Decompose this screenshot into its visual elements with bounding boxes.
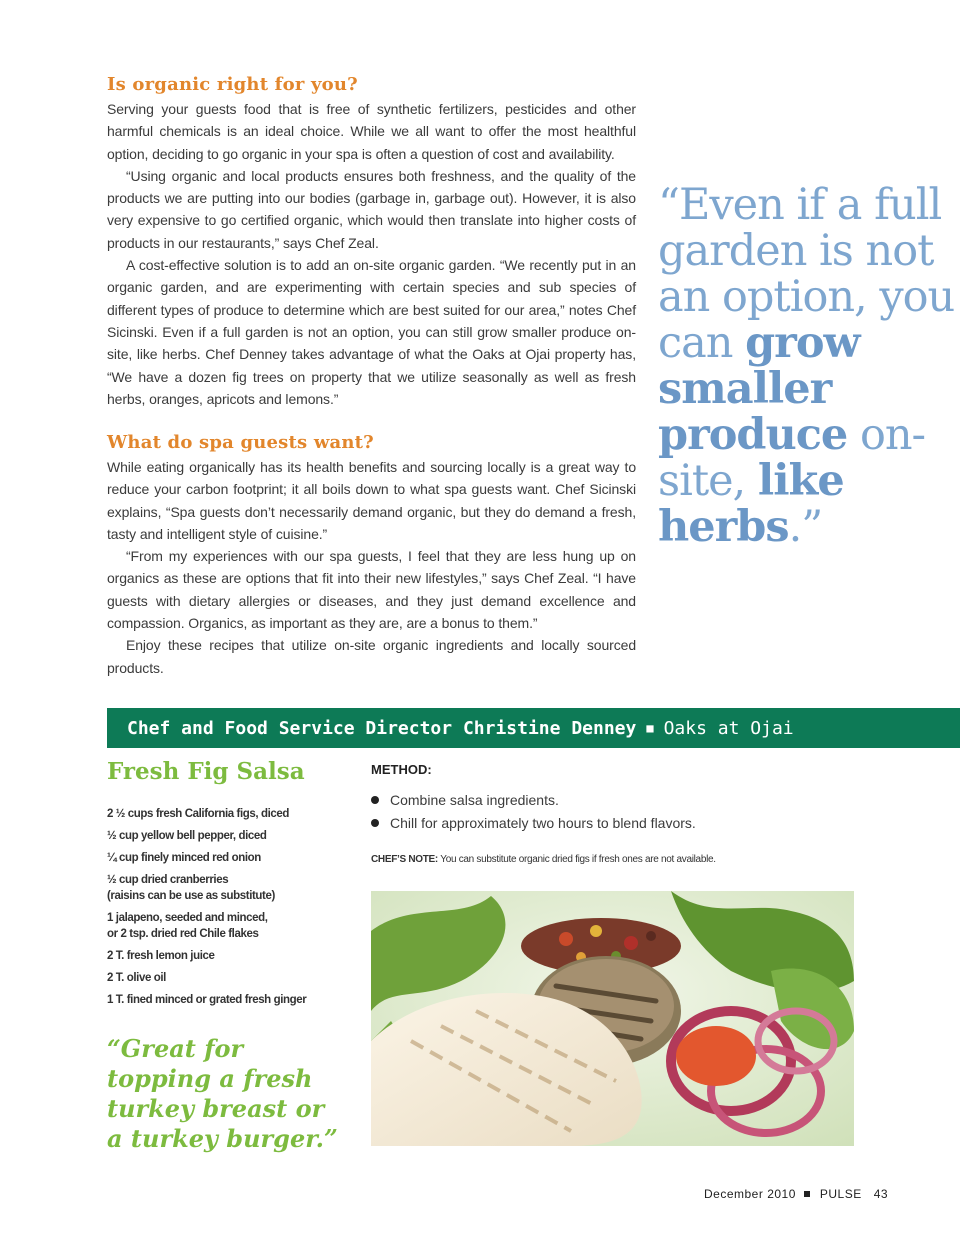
method-label: METHOD: xyxy=(371,762,432,777)
chefs-note-label: CHEF’S NOTE: xyxy=(371,854,438,865)
food-photo xyxy=(371,891,854,1146)
page-footer xyxy=(704,1187,888,1201)
recipe-quote: “Great for topping a fresh turkey breast or a turkey burger.” xyxy=(107,1034,338,1153)
pull-quote xyxy=(658,182,958,550)
method-step-text: Combine salsa ingredients. xyxy=(390,792,559,808)
banner-location: Oaks at Ojai xyxy=(663,717,794,739)
banner-chef-name: Chef and Food Service Director Christine Denney xyxy=(127,717,637,739)
footer-magazine: PULSE xyxy=(819,1187,862,1201)
chefs-note-text: You can substitute organic dried figs if fresh ones are not available. xyxy=(437,854,716,865)
chef-banner xyxy=(107,708,960,748)
pull-quote-light: “Even if a full garden is not an option, you can xyxy=(658,180,955,368)
article-section-1 xyxy=(107,98,636,410)
pull-quote-light: .” xyxy=(788,502,823,552)
bullet-icon xyxy=(371,796,379,804)
page-number: 43 xyxy=(873,1187,889,1201)
method-step-text: Chill for approximately two hours to blend flavors. xyxy=(390,814,696,831)
footer-separator-icon xyxy=(804,1191,810,1197)
paragraph: Enjoy these recipes that utilize on-site organic ingredients and locally sourced products. xyxy=(107,637,636,676)
footer-date: December 2010 xyxy=(704,1187,796,1201)
paragraph: Serving your guests food that is free of synthetic fertilizers, pesticides and other harmful chemicals is an ideal choice. While we all want to offer the most healthful option, deciding to go organic in your spa is often a question of cost and availability. xyxy=(107,101,636,162)
pull-quote-bold: like herbs xyxy=(658,456,844,552)
ingredient-item: ½ cup yellow bell pepper, diced xyxy=(107,830,267,842)
food-photo-illustration xyxy=(371,891,854,1146)
paragraph: “Using organic and local products ensures both freshness, and the quality of the products we are putting into our bodies (garbage in, garbage out). However, it is also very expensive to go certified organic, which would then translate into higher costs of products in our restaurants,” says Chef Zeal. xyxy=(107,167,636,251)
recipe-title: Fresh Fig Salsa xyxy=(107,758,305,785)
ingredient-item: 2 T. fresh lemon juice xyxy=(107,950,215,962)
paragraph: While eating organically has its health benefits and sourcing locally is a great way to reduce your carbon footprint; it all boils down to what spa guests want. Chef Sicinski explains, “Spa guests don’t necessarily demand organic, but they do demand a fresh, tasty and intelligent style of cuisine.” xyxy=(107,459,636,542)
chefs-note xyxy=(371,854,716,865)
ingredient-item: ¼ cup finely minced red onion xyxy=(107,852,261,864)
method-step xyxy=(371,789,696,812)
ingredient-item: 2 T. olive oil xyxy=(107,972,166,984)
banner-separator: ■ xyxy=(646,721,654,735)
paragraph: A cost-effective solution is to add an on-site organic garden. “We recently put in an organic garden, and are experimenting with certain species and sub species of different types of produce to determine which are best suited for our area,” notes Chef Sicinski. Even if a full garden is not an option, you can still grow smaller produce on-site, like herbs. Chef Denney takes advantage of what the Oaks at Ojai property has, “We have a dozen fig trees on property that we utilize seasonally as well as fresh herbs, oranges, apricots and lemons.” xyxy=(107,257,636,407)
pull-quote-bold: grow smaller produce xyxy=(658,318,860,460)
ingredient-item: 2 ½ cups fresh California figs, diced xyxy=(107,808,290,820)
section-heading-organic: Is organic right for you? xyxy=(107,74,358,95)
ingredient-item: 1 jalapeno, seeded and minced, or 2 tsp. dried red Chile flakes xyxy=(107,912,268,940)
ingredients-list xyxy=(107,806,357,1014)
ingredient-item: 1 T. fined minced or grated fresh ginger xyxy=(107,994,307,1006)
ingredient-item: ½ cup dried cranberries (raisins can be use as substitute) xyxy=(107,874,275,902)
section-heading-guests: What do spa guests want? xyxy=(107,432,374,453)
method-steps xyxy=(371,789,696,834)
article-section-2 xyxy=(107,456,636,679)
paragraph: “From my experiences with our spa guests, I feel that they are less hung up on organics as these are options that fit into their new lifestyles,” says Chef Zeal. “I have guests with dietary allergies or diseases, and they just demand excellence and compassion. Organics, as important as they are, are a bonus to them.” xyxy=(107,548,636,632)
method-step xyxy=(371,812,696,835)
bullet-icon xyxy=(371,819,379,827)
pull-quote-light: on-site, xyxy=(658,410,926,506)
